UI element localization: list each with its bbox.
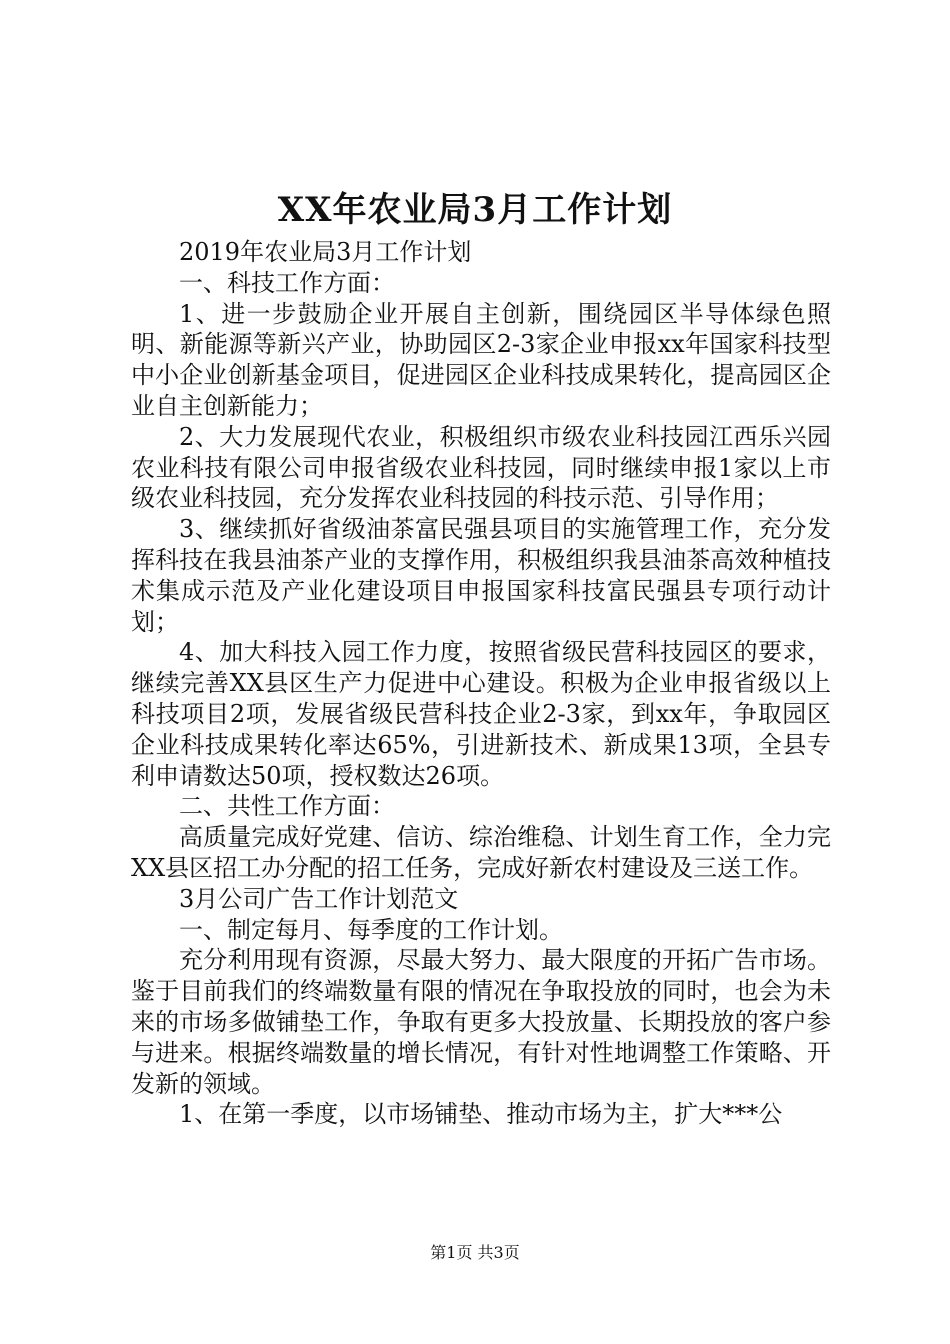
document-body [131, 237, 831, 1130]
document-title: XX年农业局3月工作计划 [277, 190, 673, 230]
section-heading: 二、共性工作方面： [179, 792, 395, 821]
page-footer: 第1页 共3页 [430, 1243, 520, 1262]
section-heading: 一、科技工作方面： [179, 268, 395, 297]
section-heading: 一、制定每月、每季度的工作计划。 [179, 915, 563, 944]
sub-title: 3月公司广告工作计划范文 [179, 884, 459, 913]
paragraph: 2019年农业局3月工作计划 [179, 238, 472, 266]
paragraph: 3、继续抓好省级油茶富民强县项目的实施管理工作，充分发挥科技在我县油茶产业的支撑作用，积极组织我县油茶高效种植技术集成示范及产业化建设项目申报国家科技富民强县专项行动计划； [131, 515, 831, 636]
paragraph: 4、加大科技入园工作力度，按照省级民营科技园区的要求，继续完善XX县区生产力促进中心建设。积极为企业申报省级以上科技项目2项，发展省级民营科技企业2-3家，到xx年，争取园区企业科技成果转化率达65%，引进新技术、新成果13项，全县专利申请数达50项，授权数达26项。 [131, 638, 831, 790]
paragraph: 1、在第一季度，以市场铺垫、推动市场为主，扩大***公 [179, 1100, 783, 1129]
paragraph: 高质量完成好党建、信访、综治维稳、计划生育工作，全力完XX县区招工办分配的招工任务，完成好新农村建设及三送工作。 [131, 823, 831, 882]
paragraph: 1、进一步鼓励企业开展自主创新，围绕园区半导体绿色照明、新能源等新兴产业，协助园区2-3家企业申报xx年国家科技型中小企业创新基金项目，促进园区企业科技成果转化，提高园区企业自主创新能力； [131, 299, 831, 420]
paragraph: 充分利用现有资源，尽最大努力、最大限度的开拓广告市场。鉴于目前我们的终端数量有限的情况在争取投放的同时，也会为未来的市场多做铺垫工作，争取有更多大投放量、长期投放的客户参与进来。根据终端数量的增长情况，有针对性地调整工作策略、开发新的领域。 [131, 946, 831, 1098]
paragraph: 2、大力发展现代农业，积极组织市级农业科技园江西乐兴园农业科技有限公司申报省级农业科技园，同时继续申报1家以上市级农业科技园，充分发挥农业科技园的科技示范、引导作用； [131, 422, 831, 513]
